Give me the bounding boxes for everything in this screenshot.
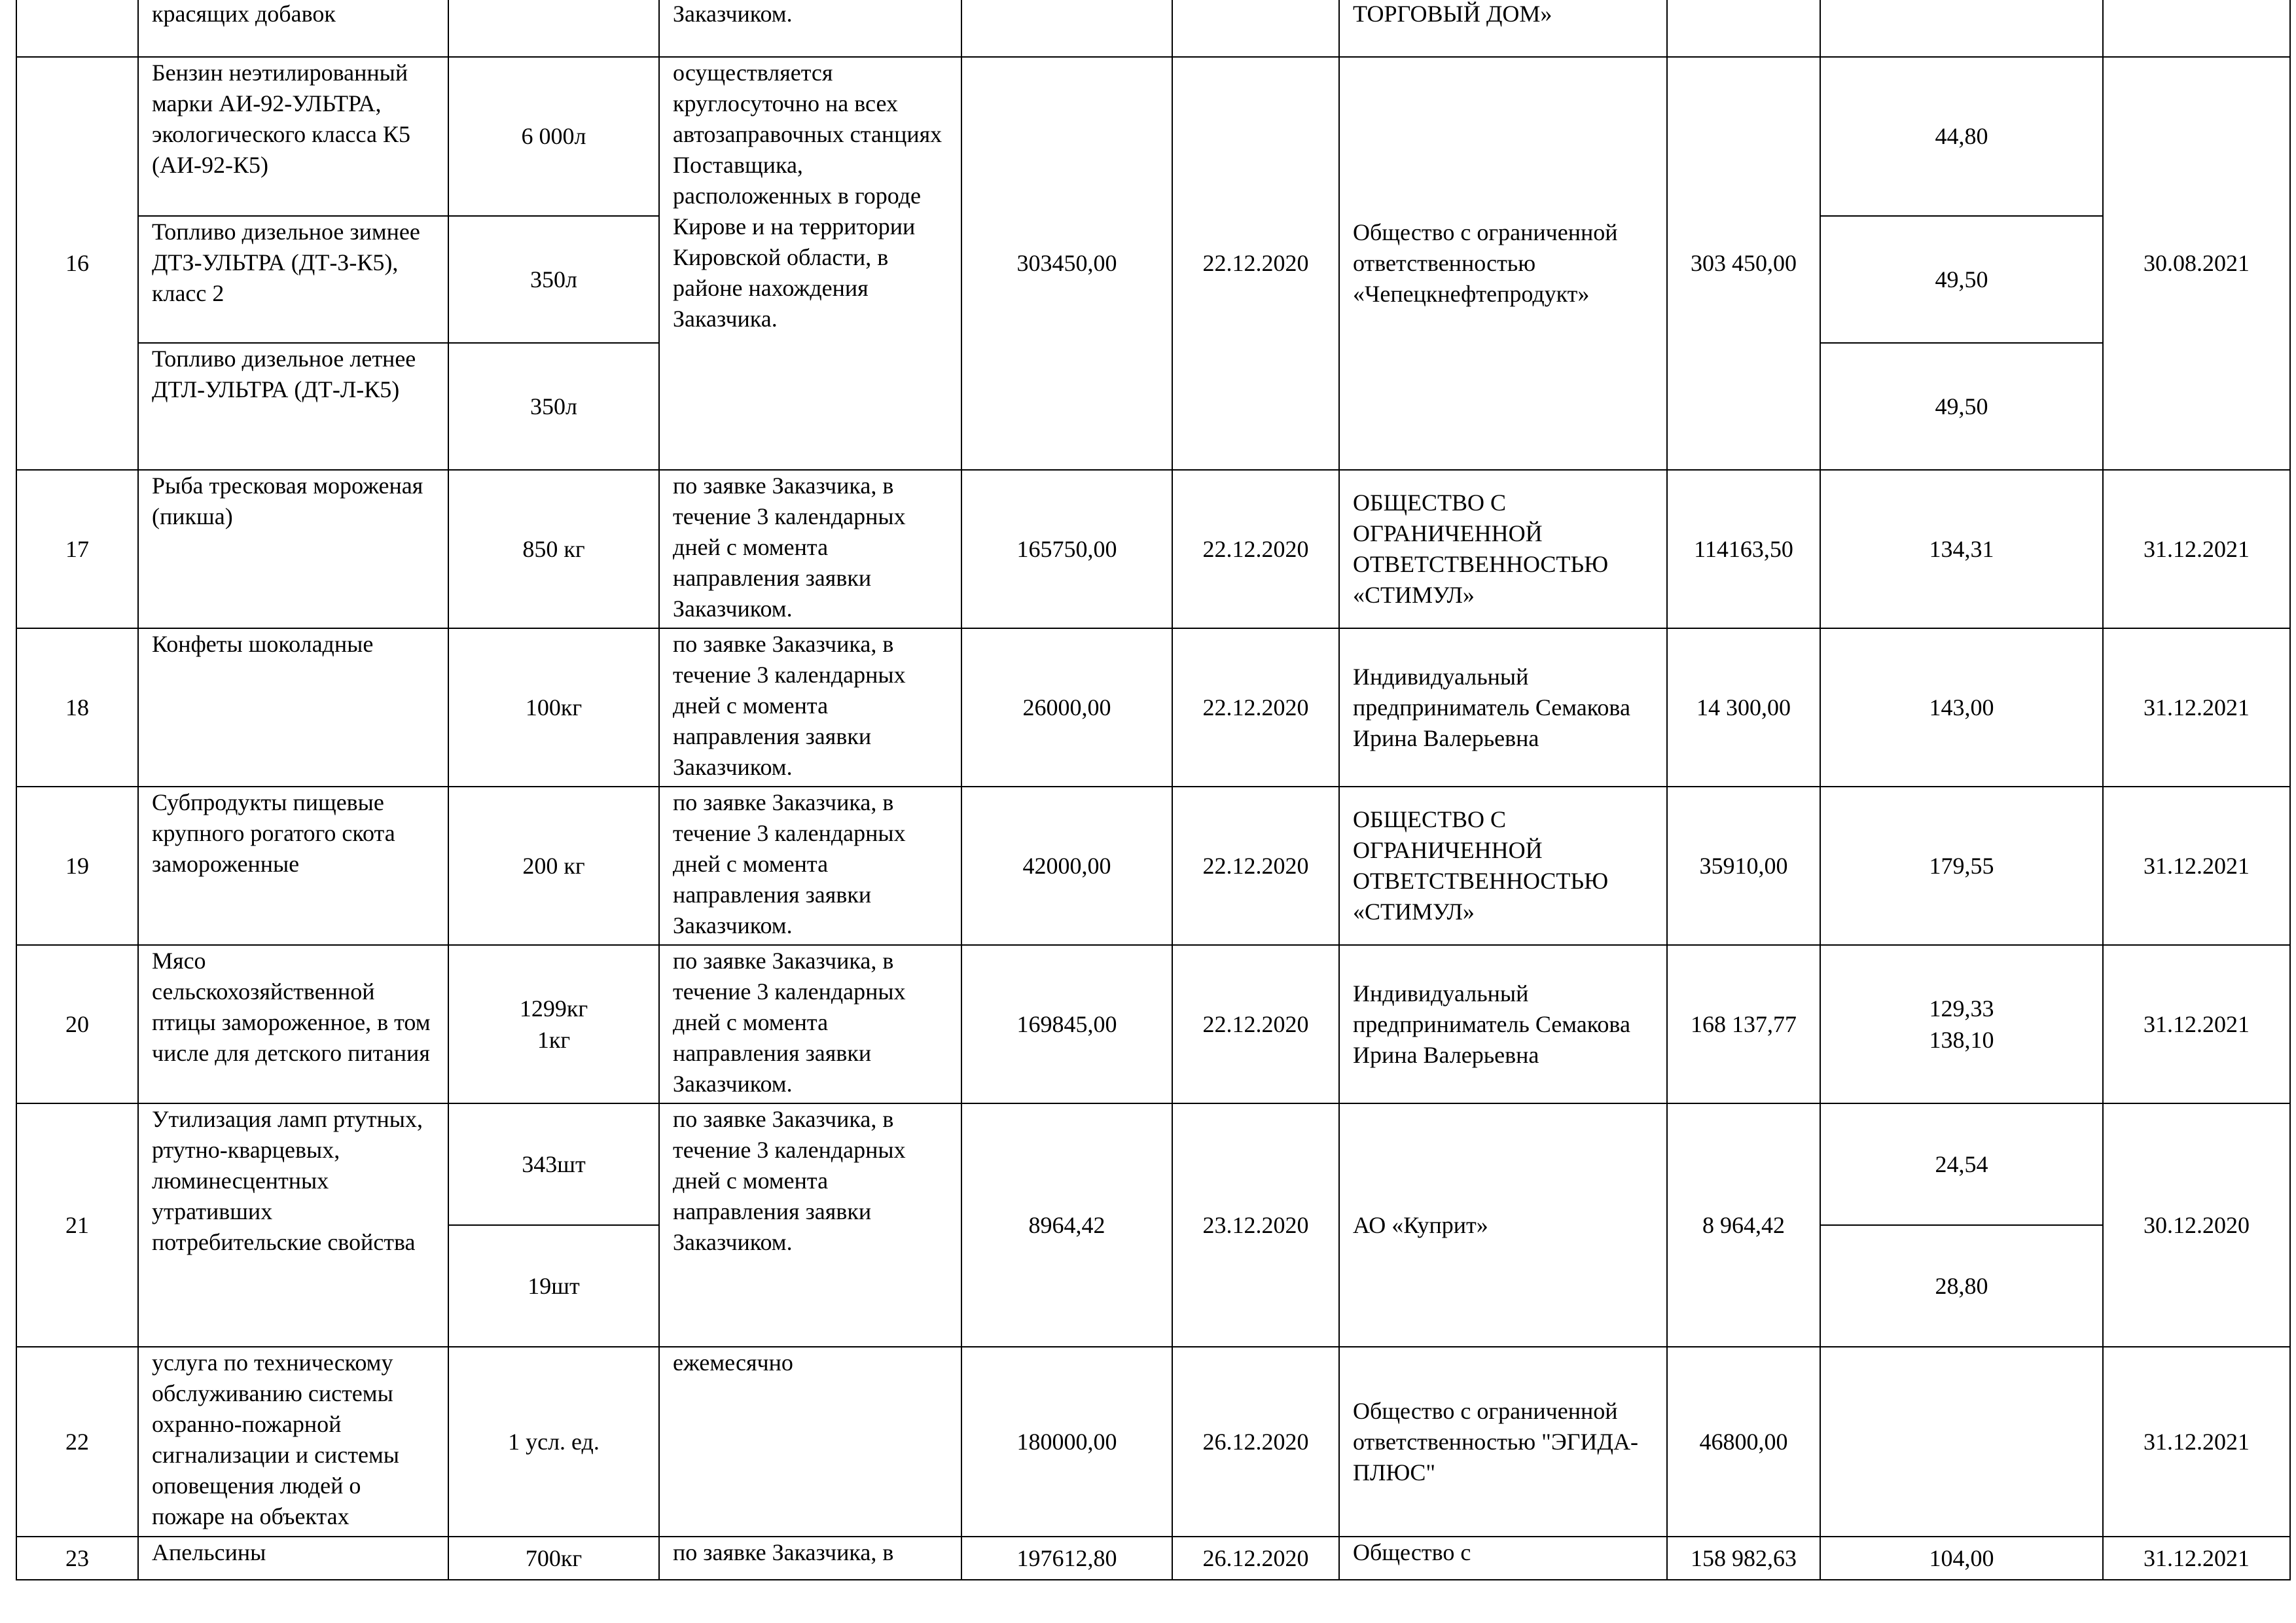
cell-nmck [961,0,1172,57]
cell-nmck: 169845,00 [961,945,1172,1103]
cell-total: 303 450,00 [1667,57,1820,470]
cell-name: Рыба тресковая мороженая (пикша) [138,470,448,628]
cell-place: ежемесячно [659,1347,961,1537]
cell-end: 31.12.2021 [2103,1537,2290,1580]
cell-qty: 19шт [448,1225,659,1347]
cell-name: Топливо дизельное летнее ДТЛ-УЛЬТРА (ДТ-Л-К5) [138,343,448,470]
cell-qty: 350л [448,216,659,343]
cell-price: 44,80 [1820,57,2103,216]
cell-nmck: 197612,80 [961,1537,1172,1580]
cell-price: 24,54 [1820,1103,2103,1225]
cell-place: по заявке Заказчика, в течение 3 календарных дней с момента направления заявки Заказчиком. [659,787,961,945]
cell-total: 46800,00 [1667,1347,1820,1537]
table-row [16,57,2290,216]
cell-place: осуществляется круглосуточно на всех автозаправочных станциях Поставщика, расположенных в городе Кирове и на территории Кировской области, в районе нахождения Заказчика. [659,57,961,470]
cell-qty: 350л [448,343,659,470]
cell-name: Конфеты шоколадные [138,628,448,787]
cell-place: по заявке Заказчика, в течение 3 календарных дней с момента направления заявки Заказчиком. [659,470,961,628]
cell-total: 168 137,77 [1667,945,1820,1103]
cell-price: 143,00 [1820,628,2103,787]
cell-end: 31.12.2021 [2103,628,2290,787]
cell-end: 31.12.2021 [2103,1347,2290,1537]
cell-end: 31.12.2021 [2103,945,2290,1103]
table-row [16,1537,2290,1580]
cell-num: 16 [16,57,138,470]
cell-name: Мясо сельскохозяйственной птицы замороженное, в том числе для детского питания [138,945,448,1103]
cell-name: Апельсины [138,1537,448,1580]
cell-end: 30.08.2021 [2103,57,2290,470]
cell-supplier: Индивидуальный предприниматель Семакова Ирина Валерьевна [1339,945,1667,1103]
cell-qty: 850 кг [448,470,659,628]
cell-supplier: ТОРГОВЫЙ ДОМ» [1339,0,1667,57]
cell-price: 179,55 [1820,787,2103,945]
table-row [16,787,2290,945]
table-row [16,470,2290,628]
cell-qty: 1 усл. ед. [448,1347,659,1537]
cell-place: по заявке Заказчика, в [659,1537,961,1580]
cell-nmck: 8964,42 [961,1103,1172,1347]
cell-name: Утилизация ламп ртутных, ртутно-кварцевых, люминесцентных утративших потребительские свойства [138,1103,448,1347]
cell-name: услуга по техническому обслуживанию системы охранно-пожарной сигнализации и системы оповещения людей о пожаре на объектах [138,1347,448,1537]
cell-date: 23.12.2020 [1172,1103,1339,1347]
cell-nmck: 42000,00 [961,787,1172,945]
cell-total: 14 300,00 [1667,628,1820,787]
cell-place: по заявке Заказчика, в течение 3 календарных дней с момента направления заявки Заказчиком. [659,1103,961,1347]
cell-price: 129,33 138,10 [1820,945,2103,1103]
cell-total: 114163,50 [1667,470,1820,628]
cell-nmck: 303450,00 [961,57,1172,470]
cell-end [2103,0,2290,57]
cell-date: 26.12.2020 [1172,1537,1339,1580]
cell-num [16,0,138,57]
cell-supplier: Общество с ограниченной ответственностью «Чепецкнефтепродукт» [1339,57,1667,470]
cell-date: 22.12.2020 [1172,57,1339,470]
table-row [16,628,2290,787]
cell-num: 19 [16,787,138,945]
cell-date: 26.12.2020 [1172,1347,1339,1537]
cell-total: 35910,00 [1667,787,1820,945]
cell-name: Субпродукты пищевые крупного рогатого скота замороженные [138,787,448,945]
cell-total [1667,0,1820,57]
cell-qty: 1299кг 1кг [448,945,659,1103]
cell-num: 18 [16,628,138,787]
cell-qty [448,0,659,57]
cell-qty: 6 000л [448,57,659,216]
cell-date: 22.12.2020 [1172,470,1339,628]
cell-qty: 343шт [448,1103,659,1225]
cell-supplier: Общество с ограниченной ответственностью "ЭГИДА-ПЛЮС" [1339,1347,1667,1537]
cell-date: 22.12.2020 [1172,628,1339,787]
cell-end: 30.12.2020 [2103,1103,2290,1347]
cell-supplier: АО «Куприт» [1339,1103,1667,1347]
cell-nmck: 26000,00 [961,628,1172,787]
cell-date [1172,0,1339,57]
cell-nmck: 165750,00 [961,470,1172,628]
cell-date: 22.12.2020 [1172,945,1339,1103]
cell-qty: 200 кг [448,787,659,945]
cell-date: 22.12.2020 [1172,787,1339,945]
table-row [16,0,2290,57]
cell-price [1820,0,2103,57]
cell-qty: 100кг [448,628,659,787]
cell-price: 28,80 [1820,1225,2103,1347]
cell-name: Топливо дизельное зимнее ДТЗ-УЛЬТРА (ДТ-З-К5), класс 2 [138,216,448,343]
cell-num: 17 [16,470,138,628]
cell-price: 134,31 [1820,470,2103,628]
cell-name: красящих добавок [138,0,448,57]
cell-end: 31.12.2021 [2103,787,2290,945]
table-row [16,945,2290,1103]
cell-supplier: ОБЩЕСТВО С ОГРАНИЧЕННОЙ ОТВЕТСТВЕННОСТЬЮ «СТИМУЛ» [1339,470,1667,628]
cell-supplier: ОБЩЕСТВО С ОГРАНИЧЕННОЙ ОТВЕТСТВЕННОСТЬЮ «СТИМУЛ» [1339,787,1667,945]
cell-num: 21 [16,1103,138,1347]
cell-price: 104,00 [1820,1537,2103,1580]
cell-nmck: 180000,00 [961,1347,1172,1537]
cell-total: 8 964,42 [1667,1103,1820,1347]
cell-price: 49,50 [1820,343,2103,470]
cell-place: по заявке Заказчика, в течение 3 календарных дней с момента направления заявки Заказчиком. [659,628,961,787]
cell-name: Бензин неэтилированный марки АИ-92-УЛЬТРА, экологического класса К5 (АИ-92-К5) [138,57,448,216]
cell-supplier: Общество с [1339,1537,1667,1580]
cell-price [1820,1347,2103,1537]
cell-qty: 700кг [448,1537,659,1580]
cell-end: 31.12.2021 [2103,470,2290,628]
cell-place: по заявке Заказчика, в течение 3 календарных дней с момента направления заявки Заказчиком. [659,945,961,1103]
cell-num: 20 [16,945,138,1103]
cell-price: 49,50 [1820,216,2103,343]
cell-total: 158 982,63 [1667,1537,1820,1580]
cell-num: 22 [16,1347,138,1537]
cell-place: Заказчиком. [659,0,961,57]
table-row [16,1103,2290,1225]
cell-supplier: Индивидуальный предприниматель Семакова Ирина Валерьевна [1339,628,1667,787]
contracts-table [16,0,2291,1580]
table-row [16,1347,2290,1537]
cell-num: 23 [16,1537,138,1580]
